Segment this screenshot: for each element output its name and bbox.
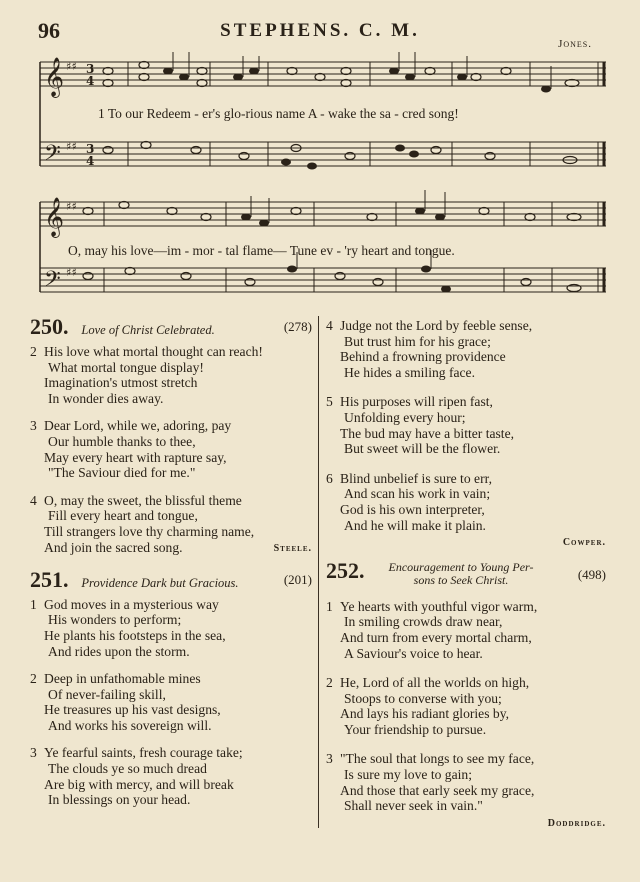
hymn-ref: (278)	[283, 319, 312, 334]
verse: 3 "The soul that longs to see my face, Is sure my love to gain; And those that early seek my grace, Shall never seek in vain." Doddridge.	[326, 751, 606, 831]
treble-clef-icon: 𝄞	[44, 57, 65, 97]
author-doddridge: Doddridge.	[547, 817, 606, 829]
bass-clef-icon: 𝄢	[44, 141, 61, 171]
lyric-line-1: 1 To our Redeem - er's glo-rious name A - wake the sa - cred song!	[98, 106, 459, 121]
verse: 5 His purposes will ripen fast, Unfolding every hour; The bud may have a bitter taste, But sweet will be the flower.	[326, 394, 515, 457]
verse: 6 Blind unbelief is sure to err, And scan his work in vain; God is his own interpreter, And he will make it plain. Cowper.	[326, 471, 606, 551]
verse: 1 Ye hearts with youthful vigor warm, In smiling crowds draw near, And turn from every mortal charm, A Saviour's voice to hear.	[326, 598, 538, 661]
author-steele: Steele.	[273, 543, 312, 555]
hymn-number: 252.	[326, 557, 365, 583]
music-score	[0, 0, 640, 310]
verse: 2 Deep in unfathomable mines Of never-failing skill, He treasures up his vast designs, And works his sovereign will.	[30, 671, 221, 733]
right-column	[326, 318, 606, 831]
hymn-number: 250.	[30, 314, 69, 339]
svg-text:𝄞: 𝄞	[44, 197, 65, 237]
verse: 2 He, Lord of all the worlds on high, Stoops to converse with you; And lays his radiant glories by, Your friendship to pursue.	[326, 675, 530, 737]
svg-text:4: 4	[86, 154, 95, 168]
svg-text:3: 3	[86, 142, 95, 156]
column-divider	[318, 316, 319, 828]
verse: 3 Dear Lord, while we, adoring, pay Our humble thanks to thee, May every heart with rapture say, "The Saviour died for me."	[30, 418, 232, 481]
svg-text:♯♯: ♯♯	[66, 140, 77, 153]
staff-treble-2	[40, 202, 606, 226]
hymn-title: Providence Dark but Gracious.	[81, 575, 239, 590]
svg-text:𝄢: 𝄢	[44, 267, 61, 297]
author-cowper: Cowper.	[562, 537, 606, 549]
composer-name: Jones.	[558, 38, 592, 50]
svg-text:♯♯: ♯♯	[66, 200, 77, 213]
hymn-title: Love of Christ Celebrated.	[81, 323, 215, 337]
hymn-250-header	[30, 314, 312, 340]
hymn-252-header	[326, 559, 606, 595]
tune-title: STEPHENS. C. M.	[220, 20, 420, 41]
svg-text:3: 3	[86, 62, 95, 76]
staff-bass-1	[40, 142, 606, 166]
svg-text:4: 4	[86, 74, 95, 88]
verse: 3 Ye fearful saints, fresh courage take; The clouds ye so much dread Are big with mercy, and will break In blessings on your head.	[30, 745, 243, 808]
hymn-number: 251.	[30, 566, 69, 592]
hymn-ref: (498)	[577, 566, 606, 582]
verse: 4 Judge not the Lord by feeble sense, But trust him for his grace; Behind a frowning providence He hides a smiling face.	[326, 318, 533, 380]
hymn-251-header	[30, 567, 312, 593]
verse: 2 His love what mortal thought can reach! What mortal tongue display! Imagination's utmost stretch In wonder dies away.	[30, 344, 263, 406]
svg-text:♯♯: ♯♯	[66, 60, 77, 73]
lyric-line-2: O, may his love—im - mor - tal flame— Tune ev - 'ry heart and tongue.	[68, 243, 455, 258]
svg-text:♯♯: ♯♯	[66, 266, 77, 279]
hymn-title: Encouragement to Young Per- sons to Seek Christ.	[388, 559, 534, 587]
verse: 4 O, may the sweet, the blissful theme Fill every heart and tongue, Till strangers love thy charming name, And join the sacred song. Steele.	[30, 493, 312, 557]
page-number: 96	[38, 18, 60, 43]
hymn-ref: (201)	[283, 571, 312, 587]
verse: 1 God moves in a mysterious way His wonders to perform; He plants his footsteps in the sea, And rides upon the storm.	[30, 596, 226, 659]
left-column	[30, 314, 312, 808]
